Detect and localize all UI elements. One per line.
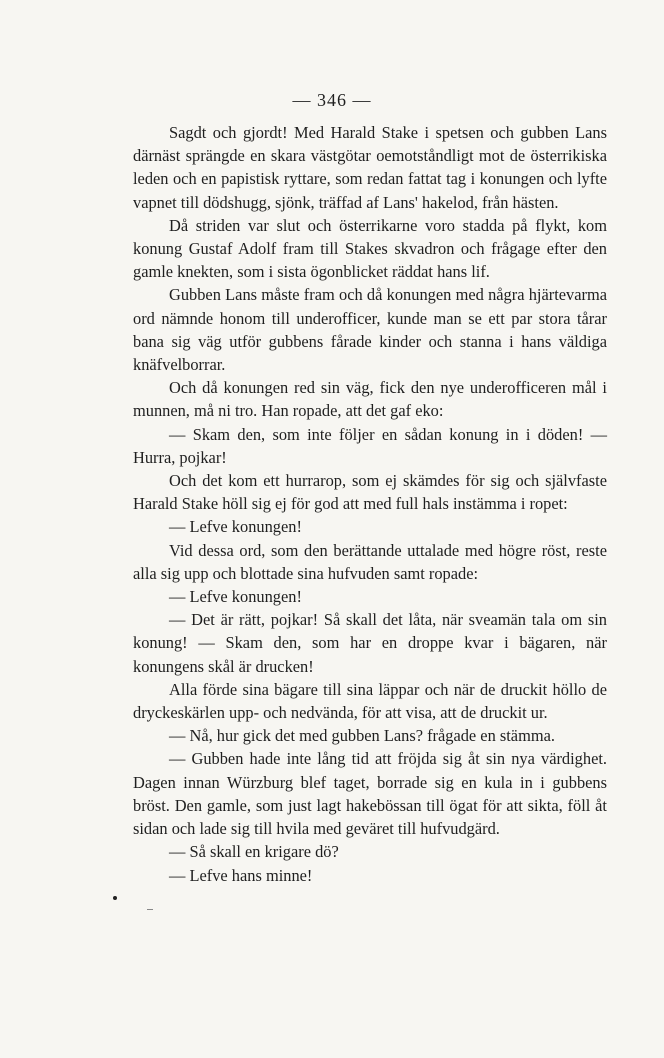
paragraph: Alla förde sina bägare till sina läppar och när de druckit höllo de dryckeskärlen upp- och nedvända, för att visa, att de druckit ur. [133, 679, 607, 723]
paragraph: Gubben Lans måste fram och då konungen med några hjärtevarma ord nämnde honom till underofficer, kunde man se ett par stora tårar bana sig väg utför gubbens fårade kinder och stanna i hans väldiga knäfvelborrar. [133, 285, 607, 375]
paragraph: Och det kom ett hurrarop, som ej skämdes för sig och självfaste Harald Stake höll sig ej för god att med full hals instämma i ropet: [133, 471, 607, 514]
paragraph: Och då konungen red sin väg, fick den nye underofficeren mål i munnen, må ni tro. Han ropade, att det gaf eko: [133, 378, 607, 421]
page-number: — 346 — [292, 90, 372, 110]
print-speck [147, 909, 153, 910]
dialogue-line: — Gubben hade inte lång tid att fröjda sig åt sin nya värdighet. Dagen innan Würzburg blef taget, borrade sig en kula in i gubbens bröst. Den gamle, som just lagt hakebössan till ögat för att sikta, föll åt sidan och lade sig till hvila med geväret till hufvudgärd. [133, 749, 607, 839]
paragraph: Sagdt och gjordt! Med Harald Stake i spetsen och gubben Lans därnäst sprängde en skara västgötar oemotståndligt mot de österrikiska leden och en papistisk ryttare, som redan fattat tag i konungen och lyfte vapnet till dödshugg, sjönk, träffad af Lans' hakelod, från hästen. [133, 123, 607, 212]
dialogue-line: — Lefve konungen! [169, 587, 302, 607]
margin-dot-mark [113, 896, 117, 900]
dialogue-line: — Nå, hur gick det med gubben Lans? frågade en stämma. [169, 726, 555, 746]
paragraph: Vid dessa ord, som den berättande uttalade med högre röst, reste alla sig upp och blottade sina hufvuden samt ropade: [133, 540, 607, 583]
body-text [133, 121, 607, 887]
paragraph: Då striden var slut och österrikarne voro stadda på flykt, kom konung Gustaf Adolf fram till Stakes skvadron och frågage efter den gamle knekten, som i sista ögonblicket räddat hans lif. [133, 215, 607, 282]
dialogue-line: — Det är rätt, pojkar! Så skall det låta, när sveamän tala om sin konung! — Skam den, som har en droppe kvar i bägaren, när konungens skål är drucken! [133, 610, 607, 676]
dialogue-line: — Skam den, som inte följer en sådan konung in i döden! — Hurra, pojkar! [133, 424, 607, 467]
dialogue-line: — Lefve konungen! [169, 517, 302, 537]
dialogue-line: — Så skall en krigare dö? [169, 842, 339, 862]
dialogue-line: — Lefve hans minne! [169, 865, 313, 885]
